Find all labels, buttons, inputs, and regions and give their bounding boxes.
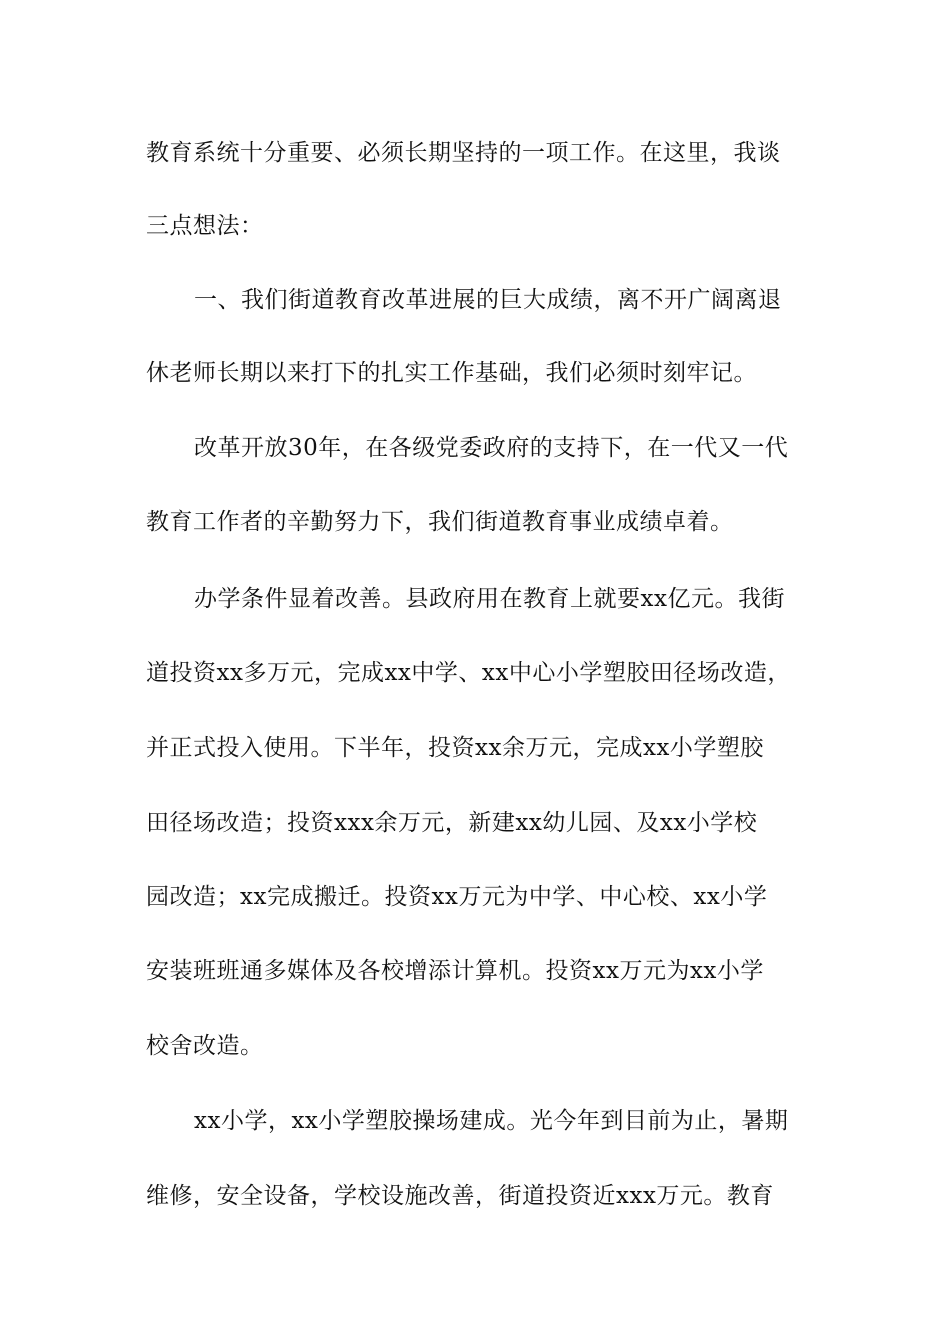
text-line: 休老师长期以来打下的扎实工作基础，我们必须时刻牢记。 bbox=[146, 360, 757, 386]
text-line: 并正式投入使用。下半年，投资xx余万元，完成xx小学塑胶 bbox=[146, 735, 764, 761]
text-line: 办学条件显着改善。县政府用在教育上就要xx亿元。我街 bbox=[194, 586, 785, 612]
text-line: 教育工作者的辛勤努力下，我们街道教育事业成绩卓着。 bbox=[146, 509, 734, 535]
text-line: 安装班班通多媒体及各校增添计算机。投资xx万元为xx小学 bbox=[146, 958, 764, 984]
text-line: 维修，安全设备，学校设施改善，街道投资近xxx万元。教育 bbox=[146, 1183, 774, 1209]
text-line: 教育系统十分重要、必须长期坚持的一项工作。在这里，我谈 bbox=[146, 140, 781, 166]
text-line: 田径场改造；投资xxx余万元，新建xx幼儿园、及xx小学校 bbox=[146, 810, 758, 836]
text-line: 道投资xx多万元，完成xx中学、xx中心小学塑胶田径场改造， bbox=[146, 660, 791, 686]
text-line: 一、我们街道教育改革进展的巨大成绩，离不开广阔离退 bbox=[194, 287, 782, 313]
text-line: 三点想法： bbox=[146, 213, 264, 239]
text-line: 校舍改造。 bbox=[146, 1033, 264, 1059]
text-line: xx小学，xx小学塑胶操场建成。光今年到目前为止，暑期 bbox=[194, 1108, 789, 1134]
text-line: 改革开放30年，在各级党委政府的支持下，在一代又一代 bbox=[194, 435, 789, 461]
text-line: 园改造；xx完成搬迁。投资xx万元为中学、中心校、xx小学 bbox=[146, 884, 768, 910]
